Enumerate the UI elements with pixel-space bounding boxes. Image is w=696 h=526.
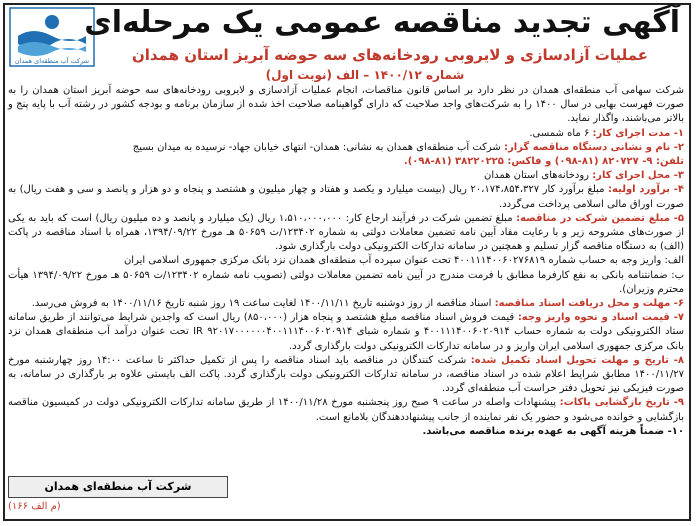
water-company-logo xyxy=(8,6,96,68)
item-6-text: اسناد مناقصه از روز دوشنبه تاریخ ۱۴۰۰/۱۱/۱۱ لغایت ساعت ۱۹ روز شنبه تاریخ ۱۴۰۰/۱۱/۱۶ به فروش می‌رسد. xyxy=(31,298,492,310)
page-subtitle: عملیات آزادسازی و لایروبی رودخانه‌های سه حوضه آبریز استان همدان xyxy=(131,46,649,64)
item-9-text: پیشنهادات واصله در ساعت ۹ صبح روز پنجشنبه مورخ ۱۴۰۰/۱۱/۲۸ از طریق سامانه تدارکات الکترونیکی دولت در کمیسیون مناقصه بازگشایی و خوانده می‌شود و حضور یک نفر نماینده از جانب پیشنهاددهندگان بلامانع است. xyxy=(8,397,684,423)
item-3-label: ۳- محل اجرای کار: xyxy=(592,170,684,182)
item-5-a: الف: واریز وجه به حساب شماره ۴۰۰۱۱۱۴۰۰۶۰۲۷۶۸۱۹ تحت عنوان سپرده آب منطقه‌ای همدان نزد بانک مرکزی جمهوری اسلامی ایران xyxy=(123,255,684,267)
item-2-label: ۲- نام و نشانی دستگاه مناقصه گزار: xyxy=(504,141,684,153)
footer-company: شرکت آب منطقه‌ای همدان xyxy=(8,476,228,498)
item-2-text: شرکت آب منطقه‌ای همدان به نشانی: همدان- انتهای خیابان جهاد- نرسیده به میدان بسیج xyxy=(132,141,501,153)
item-8-text: شرکت کنندگان در مناقصه باید اسناد مناقصه را پس از تکمیل حداکثر تا ساعت ۱۴:۰۰ روز چهارشنبه مورخ ۱۴۰۰/۱۱/۲۷ مطابق شرایط اعلام شده در اسناد مناقصه، در سامانه تدارکات الکترونیکی دولت بارگذاری گردد. پاکت الف بایستی علاوه بر بارگذاری در سامانه، به صورت فیزیکی نیز تحویل دفتر حراست آب منطقه‌ای گردد. xyxy=(8,354,684,395)
item-7-text: قیمت فروش اسناد مناقصه مبلغ هشتصد و پنجاه هزار (۸۵۰،۰۰۰) ریال است که واجدین شرایط می‌توانند از طریق سامانه ستاد الکترونیکی دولت به شماره حساب ۴۰۰۱۱۱۴۰۰۶۰۲۰۹۱۴ و شماره شبای IR ۹۲۰۱۷۰۰۰۰۰۰۴۰۰۱۱۱۴۰۰۶۰۲۰۹۱۴ تحت عنوان درآمد آب منطقه‌ای همدان نزد بانک مرکزی جمهوری اسلامی ایران واریز و در سامانه تدارکات الکترونیکی دولت بارگذاری گردد. xyxy=(8,312,684,352)
item-8-label: ۸- تاریخ و مهلت تحویل اسناد تکمیل شده: xyxy=(470,354,684,366)
item-1-text: ۶ ماه شمسی. xyxy=(529,127,590,139)
item-1-label: ۱- مدت اجرای کار: xyxy=(592,127,684,139)
item-4-label: ۴- برآورد اولیه: xyxy=(608,184,684,196)
item-2 xyxy=(8,141,684,155)
ad-code: (م الف ۱۶۶) xyxy=(8,501,61,512)
item-4-text: مبلغ برآورد کار ۲۰،۱۷۴،۸۵۴،۳۲۷ ریال (بیست میلیارد و یکصد و هفتاد و چهار میلیون و هشتصد و پنجاه و دو هزار و پانصد و سی و هفت ریال) به صورت اوراق مالی اسلامی پرداخت می‌گردد. xyxy=(8,184,684,210)
item-5 xyxy=(8,212,684,255)
item-3 xyxy=(8,169,684,183)
page-title: آگهی تجدید مناقصه عمومی یک مرحله‌ای xyxy=(84,5,680,40)
phone-line: تلفن: ۹- ۸۲۰۷۲۷ (۸۱-۰۹۸) و فاکس: ۳۸۲۲۰۲۲۵ (۸۱-۰۹۸). xyxy=(403,156,684,168)
item-1 xyxy=(8,127,684,141)
item-9 xyxy=(8,396,684,424)
tender-body xyxy=(8,84,684,439)
logo-text: شرکت آب منطقه‌ای همدان xyxy=(14,57,90,65)
item-5-label: ۵- مبلغ تضمین شرکت در مناقصه: xyxy=(516,212,684,224)
item-5-b: ب: ضمانتنامه بانکی به نفع کارفرما مطابق با فرمت مندرج در آیین نامه تضمین معاملات دولتی (تصویب نامه شماره ۱۲۳۴۰۲/ت ۵۰۶۵۹ هـ مورخ ۱۳۹۴/۰۹/۲۲ هیأت محترم وزیران). xyxy=(8,269,685,295)
item-6-label: ۶- مهلت و محل دریافت اسناد مناقصه: xyxy=(494,298,684,310)
item-10: ۱۰- ضمناً هزینه آگهی به عهده برنده مناقصه می‌باشد. xyxy=(422,425,684,437)
item-7 xyxy=(8,311,684,354)
item-5-text: مبلغ تضمین شرکت در فرآیند ارجاع کار: ۱،۵۱۰،۰۰۰،۰۰۰ ریال (یک میلیارد و پانصد و ده میلیون ریال) است که باید به یکی از صورت‌های مشروحه زیر و با رعایت مفاد آیین نامه تضمین معاملات دولتی به شماره ۱۲۳۴۰۲/ت ۵۰۶۵۹ هـ مورخ ۱۳۹۴/۰۹/۲۲، همراه با اسناد مناقصه در پاکت (الف) به دستگاه مناقصه گزار تسلیم و همچنین در سامانه تدارکات الکترونیکی دولت بارگذاری شود. xyxy=(8,212,685,253)
item-9-label: ۹- تاریخ بازگشایی پاکات: xyxy=(559,397,684,409)
item-6 xyxy=(8,297,684,311)
item-4 xyxy=(8,183,684,211)
item-3-text: رودخانه‌های استان همدان xyxy=(484,170,589,182)
item-7-label: ۷- قیمت اسناد و نحوه واریز وجه: xyxy=(517,312,685,324)
tender-number: شماره ۱۴۰۰/۱۲ – الف (نوبت اول) xyxy=(265,68,465,82)
item-8 xyxy=(8,354,684,397)
intro-paragraph: شرکت سهامی آب منطقه‌ای همدان در نظر دارد بر اساس قانون مناقصات، انجام عملیات آزادسازی و لایروبی رودخانه‌های سه حوضه آبریز استان همدان را به صورت فهرست بهایی در سال ۱۴۰۰ را به شرکت‌های واجد صلاحیت که دارای گواهینامه صلاحیت اخذ شده از سازمان برنامه و بودجه کشور در رشته آب با پایه پنج و بالاتر می‌باشند، واگذار نماید. xyxy=(8,85,684,125)
